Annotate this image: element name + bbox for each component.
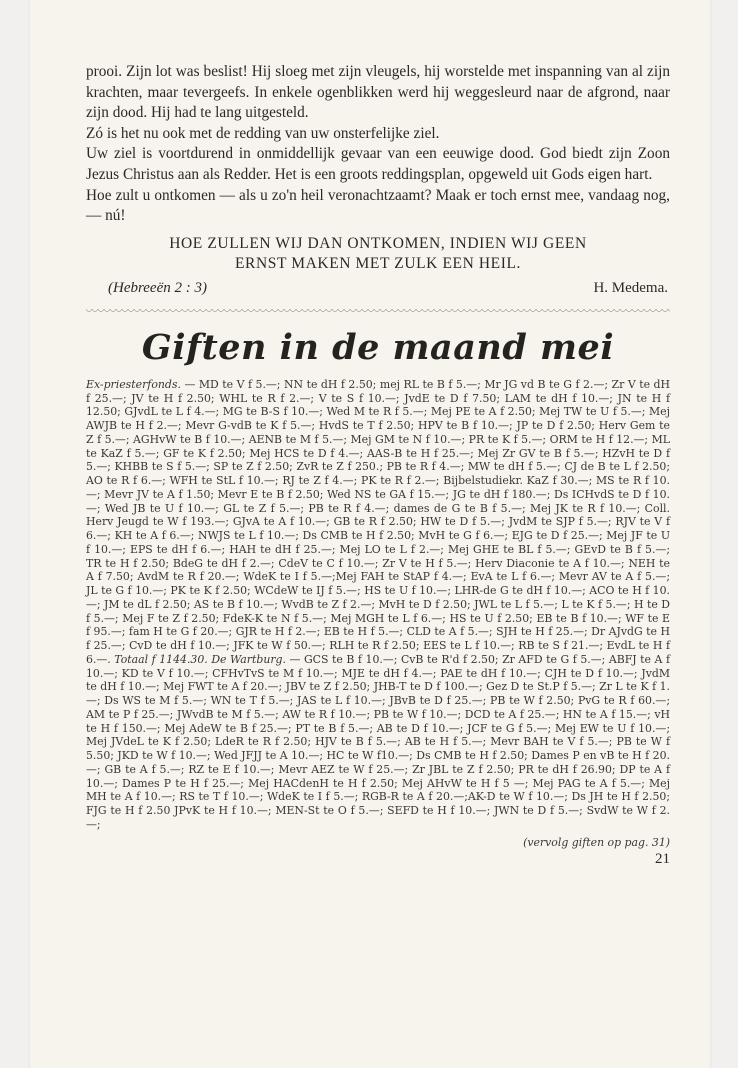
article-paragraph-2: Zó is het nu ook met de redding van uw onsterfelijke ziel. (86, 124, 440, 142)
author-signature: H. Medema. (593, 279, 668, 296)
source-line (86, 280, 670, 297)
article-paragraph-1: prooi. Zijn lot was beslist! Hij sloeg met zijn vleugels, hij worstelde met inspanning van al zijn krachten, maar tevergeefs. In enkele ogenblikken werd hij weggesleurd naar de afgrond, naar zijn dood. Hij had te lang uitgesteld. (86, 63, 670, 122)
fund-1-donations: — MD te V f 5.—; NN te dH f 2.50; mej RL te B f 5.—; Mr JG vd B te G f 2.—; Zr V te dH f 25.—; JV te H f 2.50; WHL te R f 2.—; V te S f 10.—; JvdE te D f 7.50; LAM te dH f 10.—; JN te H f 12.50; GJvdL te L f 4.—; MG te B-S f 10.—; Wed M te R f 5.—; Mej PE te A f 2.50; Mej TW te U f 5.—; Mej AWJB te H f 2.—; Mevr G-vdB te K f 5.—; HvdS te T f 2.50; HPV te B f 10.—; JP te D f 2.50; Herv Gem te Z f 5.—; AGHvW te B f 10.—; AENB te M f 5.—; Mej GM te N f 10.—; PR te K f 5.—; ORM te H f 12.—; ML te KaZ f 5.—; GF te K f 2.50; Mej HCS te D f 4.—; AAS-B te H f 25.—; Mej Zr GV te B f 5.—; HZvH te D f 5.—; KHBB te S f 5.—; SP te Z f 2.50; ZvR te Z f 250.; PB te R f 4.—; MW te dH f 5.—; CJ de B te L f 2.50; AO te R f 6.—; WFH te StL f 10.—; RJ te Z f 4.—; PK te R f 2.—; Bijbelstudiekr. KaZ f 30.—; MS te R f 10.—; Mevr JV te A f 1.50; Mevr E te B f 2.50; Wed NS te GA f 15.—; JG te dH f 180.—; Ds ICHvdS te D f 10.—; Wed JB te U f 10.—; GL te Z f 5.—; PB te R f 4.—; dames de G te B f 5.—; Mej JK te R f 10.—; Coll. Herv Jeugd te W f 193.—; GJvA te A f 10.—; GB te R f 2.50; HW te D f 5.—; JvdM te SJP f 5.—; RJV te V f 6.—; KH te A f 6.—; NWJS te L f 10.—; Ds CMB te H f 2.50; MvH te G f 6.—; EJG te D f 25.—; Mej JF te U f 10.—; EPS te dH f 6.—; HAH te dH f 25.—; Mej LO te L f 2.—; Mej GHE te BL f 5.—; GEvD te B f 5.—; TR te H f 2.50; BdeG te dH f 2.—; CdeV te C f 10.—; Zr V te H f 5.—; Herv Diaconie te A f 10.—; NEH te A f 7.50; AvdM te R f 20.—; WdeK te I f 5.—;Mej FAH te StAP f 4.—; EvA te L f 6.—; Mevr AV te A f 5.—; JL te G f 10.—; PK te K f 2.50; WCdeW te IJ f 5.—; HS te U f 10.—; LHR-de G te dH f 10.—; ACO te H f 10.—; JM te dL f 2.50; AS te B f 10.—; WvdB te Z f 2.—; MvH te D f 2.50; JWL te L f 5.—; L te K f 5.—; H te D f 5.—; Mej F te Z f 2.50; FdeK-K te N f 5.—; Mej MGH te L f 6.—; HS te U f 2.50; EB te B f 10.—; WF te E f 95.—; fam H te G f 20.—; GJR te H f 2.—; EB te H f 5.—; CLD te A f 5.—; SJH te H f 25.—; Dr AJvdG te H f 25.—; CvD te dH f 10.—; JFK te W f 50.—; RLH te R f 2.50; EES te L f 10.—; RB te S f 21.—; EvdL te H f 6.—. (86, 377, 670, 666)
motto-line-2: ERNST MAKEN MET ZULK EEN HEIL. (234, 254, 522, 272)
fund-1-total: Totaal f 1144.30. (114, 652, 208, 666)
scripture-reference: (Hebreeën 2 : 3) (108, 279, 207, 296)
page-sheet (30, 0, 710, 1068)
gifts-heading: Giften in de maand mei (141, 326, 615, 368)
gifts-list (86, 378, 670, 832)
article-paragraph-4: Hoe zult u ontkomen — als u zo'n heil veronachtzaamt? Maak er toch ernst mee, vandaag nog, — nú! (86, 186, 670, 225)
wavy-divider (86, 309, 670, 313)
article-paragraph-3: Uw ziel is voortdurend in onmiddellijk gevaar van een eeuwige dood. God biedt zijn Zoon Jezus Christus aan als Redder. Het is een groots reddingsplan, opgeweld uit Gods eigen hart. (86, 145, 670, 183)
page-number: 21 (655, 850, 670, 867)
fund-2-label: De Wartburg. (211, 652, 286, 666)
fund-2-donations: — GCS te B f 10.—; CvB te R'd f 2.50; Zr AFD te G f 5.—; ABFJ te A f 10.—; KD te V f 10.—; CFHvTvS te M f 10.—; MJE te dH f 4.—; PAE te dH f 10.—; CJH te D f 10.—; JvdM te dH f 10.—; Mej FWT te A f 20.—; JBV te Z f 2.50; JHB-T te D f 100.—; Gez D te St.P f 5.—; Zr L te K f 1.—; Ds WS te M f 5.—; WN te T f 5.—; JAS te L f 10.—; JBvB te D f 25.—; PB te W f 2.50; PvG te R f 60.—; AM te P f 25.—; JWvdB te M f 5.—; AW te R f 10.—; PB te W f 10.—; DCD te A f 25.—; HN te A f 15.—; vH te H f 150.—; Mej AdeW te B f 25.—; PT te B f 5.—; AB te D f 10.—; JCF te G f 5.—; Mej EW te U f 10.—; Mej JVdeL te K f 2.50; LdeR te R f 2.50; HJV te B f 5.—; AB te H f 5.—; Mevr BAH te V f 5.—; PB te W f 5.50; JKD te W f 10.—; Wed JFJJ te A 10.—; HC te W f10.—; Ds CMB te H f 2.50; Dames P en vB te H f 20.—; GB te A f 5.—; RZ te E f 10.—; Mevr AEZ te W f 25.—; Zr JBL te Z f 2.50; PR te dH f 26.90; DP te A f 10.—; Dames P te H f 25.—; Mej HACdenH te H f 2.50; Mej AHvW te H f 5 —; Mej PAG te A f 5.—; Mej MH te A f 10.—; RS te T f 10.—; WdeK te I f 5.—; RGB-R te A f 20.—;AK-D te W f 10.—; Ds JH te H f 2.50; FJG te H f 2.50 JPvK te H f 10.—; MEN-St te O f 5.—; SEFD te H f 10.—; JWN te D f 5.—; SvdW te W f 2.—; (86, 652, 670, 831)
page-content (86, 62, 670, 868)
fund-1-label: Ex-priesterfonds. (86, 377, 181, 391)
continued-note: (vervolg giften op pag. 31) (523, 835, 670, 849)
motto-line-1: HOE ZULLEN WIJ DAN ONTKOMEN, INDIEN WIJ GEEN (169, 234, 587, 252)
